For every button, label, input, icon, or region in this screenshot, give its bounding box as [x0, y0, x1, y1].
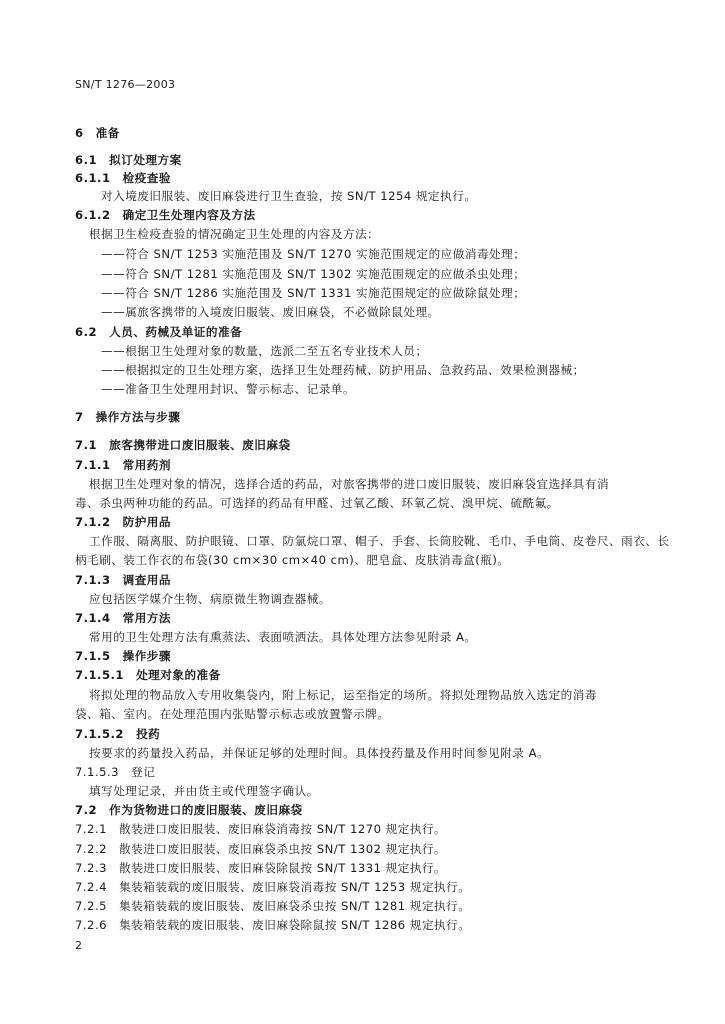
text-line-l7-2-3: 7.2.3 散装进口废旧服装、废旧麻袋除鼠按 SN/T 1331 规定执行。: [75, 861, 447, 875]
heading-s6-2: 6.2 人员、药械及单证的准备: [75, 325, 243, 339]
heading-s7: 7 操作方法与步骤: [75, 410, 181, 424]
text-line-l7-2-4: 7.2.4 集装箱装载的废旧服装、废旧麻袋消毒按 SN/T 1253 规定执行。: [75, 880, 471, 894]
text-line-p7-1-2a: 工作服、隔离服、防护眼镜、口罩、防氯烷口罩、帽子、手套、长筒胶靴、毛巾、手电筒、皮卷尺、雨衣、长: [89, 534, 670, 548]
text-line-p7-1-5-1a: 将拟处理的物品放入专用收集袋内，附上标记，运至指定的场所。将拟处理物品放入选定的消毒: [89, 688, 597, 702]
text-line-l7-2-5: 7.2.5 集装箱装载的废旧服装、废旧麻袋杀虫按 SN/T 1281 规定执行。: [75, 899, 471, 913]
text-line-p6-1-1: 对入境废旧服装、废旧麻袋进行卫生查验，按 SN/T 1254 规定执行。: [101, 189, 477, 203]
heading-s7-1-2: 7.1.2 防护用品: [75, 515, 171, 529]
text-line-p7-1-3: 应包括医学媒介生物、病原微生物调查器械。: [89, 592, 331, 606]
text-line-d6: ——根据拟定的卫生处理方案，选择卫生处理药械、防护用品、急救药品、效果检测器械；: [101, 363, 585, 377]
text-line-d2: ——符合 SN/T 1281 实施范围及 SN/T 1302 实施范围规定的应做杀虫处理；: [101, 267, 526, 281]
text-line-d7: ——准备卫生处理用封识、警示标志、记录单。: [101, 382, 355, 396]
text-line-p6-1-2: 根据卫生检疫查验的情况确定卫生处理的内容及方法：: [89, 227, 380, 241]
text-line-l7-2-2: 7.2.2 散装进口废旧服装、废旧麻袋杀虫按 SN/T 1302 规定执行。: [75, 842, 447, 856]
heading-s7-1-3: 7.1.3 调查用品: [75, 573, 171, 587]
text-line-d4: ——属旅客携带的入境废旧服装、废旧麻袋，不必做除鼠处理。: [101, 305, 440, 319]
page-number: 2: [75, 939, 83, 952]
text-line-d1: ——符合 SN/T 1253 实施范围及 SN/T 1270 实施范围规定的应做消毒处理；: [101, 247, 526, 261]
text-line-p7-1-4: 常用的卫生处理方法有熏蒸法、表面喷洒法。具体处理方法参见附录 A。: [89, 630, 477, 644]
text-line-p7-1-5-1b: 袋、箱、室内。在处理范围内张贴警示标志或放置警示牌。: [75, 707, 390, 721]
text-line-p7-1-5-3: 填写处理记录，并由货主或代理签字确认。: [89, 784, 319, 798]
heading-s7-2: 7.2 作为货物进口的废旧服装、废旧麻袋: [75, 803, 303, 817]
heading-s6-1-1: 6.1.1 检疫查验: [75, 171, 171, 185]
text-line-l7-2-6: 7.2.6 集装箱装载的废旧服装、废旧麻袋除鼠按 SN/T 1286 规定执行。: [75, 918, 471, 932]
heading-s6-1-2: 6.1.2 确定卫生处理内容及方法: [75, 208, 256, 222]
text-line-d3: ——符合 SN/T 1286 实施范围及 SN/T 1331 实施范围规定的应做除鼠处理；: [101, 286, 526, 300]
header-standard-number: SN/T 1276—2003: [75, 78, 176, 91]
heading-s7-1-5-2: 7.1.5.2 投药: [75, 727, 161, 741]
text-line-s7-1-5-3: 7.1.5.3 登记: [75, 765, 156, 779]
heading-s7-1-5-1: 7.1.5.1 处理对象的准备: [75, 668, 221, 682]
text-line-p7-1-1b: 毒、杀虫两种功能的药品。可选择的药品有甲醛、过氧乙酸、环氧乙烷、溴甲烷、硫酰氟。: [75, 496, 559, 510]
text-line-p7-1-2b: 柄毛刷、装工作衣的布袋(30 cm×30 cm×40 cm)、肥皂盒、皮肤消毒盒(瓶)。: [75, 553, 510, 567]
heading-s6: 6 准备: [75, 126, 120, 140]
heading-s7-1-5: 7.1.5 操作步骤: [75, 649, 171, 663]
text-line-d5: ——根据卫生处理对象的数量，选派二至五名专业技术人员；: [101, 344, 428, 358]
text-line-p7-1-5-2: 按要求的药量投入药品，并保证足够的处理时间。具体投药量及作用时间参见附录 A。: [89, 746, 550, 760]
heading-s7-1-4: 7.1.4 常用方法: [75, 611, 171, 625]
text-line-p7-1-1a: 根据卫生处理对象的情况，选择合适的药品，对旅客携带的进口废旧服装、废旧麻袋宜选择具有消: [89, 477, 610, 491]
heading-s7-1: 7.1 旅客携带进口废旧服装、废旧麻袋: [75, 438, 291, 452]
text-line-l7-2-1: 7.2.1 散装进口废旧服装、废旧麻袋消毒按 SN/T 1270 规定执行。: [75, 822, 447, 836]
heading-s7-1-1: 7.1.1 常用药剂: [75, 458, 171, 472]
heading-s6-1: 6.1 拟订处理方案: [75, 153, 182, 167]
